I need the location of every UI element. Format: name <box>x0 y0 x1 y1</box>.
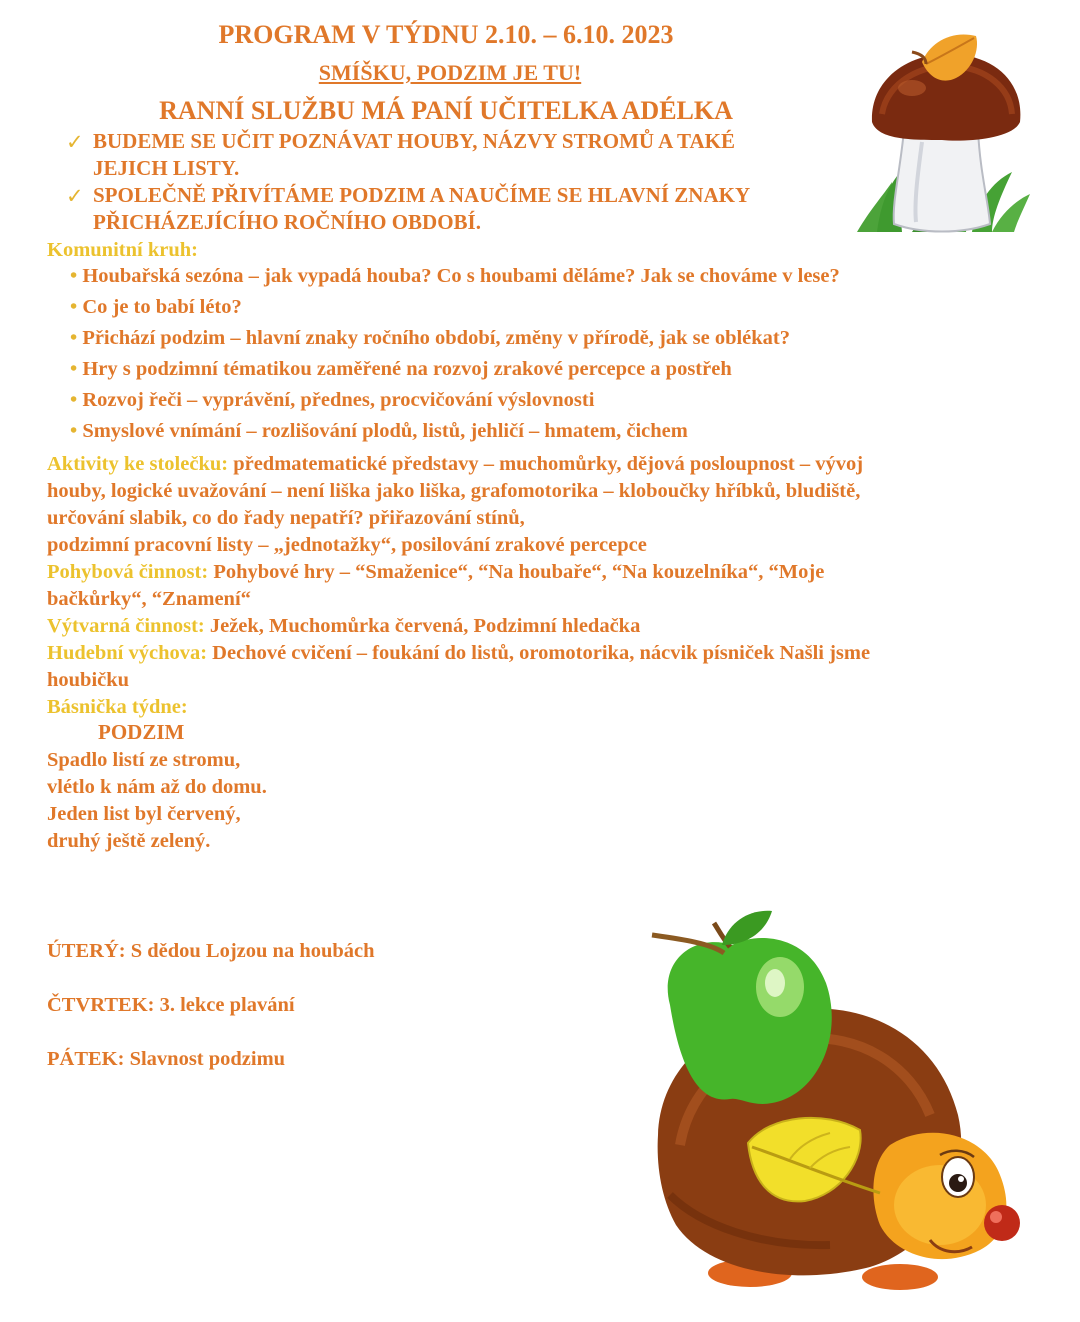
movement-label: Pohybová činnost: <box>47 561 209 583</box>
event-thursday: ČTVRTEK: 3. lekce plavání <box>47 994 295 1016</box>
art-text: Ježek, Muchomůrka červená, Podzimní hledačka <box>204 615 641 637</box>
list-item-text: Přichází podzim – hlavní znaky ročního období, změny v přírodě, jak se oblékat? <box>82 327 790 349</box>
goal-2-line-1: SPOLEČNĚ PŘIVÍTÁME PODZIM A NAUČÍME SE HLAVNÍ ZNAKY <box>93 183 751 207</box>
poem-line: vlétlo k nám až do domu. <box>47 776 267 798</box>
activities-line-2: houby, logické uvažování – není liška jako liška, grafomotorika – kloboučky hříbků, bludiště, <box>47 480 861 502</box>
music-line-1 <box>47 640 870 667</box>
activities-line-3: určování slabik, co do řady nepatří? přiřazování stínů, <box>47 507 525 529</box>
activities-label: Aktivity ke stolečku: <box>47 453 229 475</box>
list-item-text: Smyslové vnímání – rozlišování plodů, listů, jehličí – hmatem, čichem <box>82 420 688 442</box>
list-item <box>70 358 732 381</box>
list-item <box>70 296 242 319</box>
bullet-icon: • <box>70 420 78 442</box>
list-item <box>70 389 594 412</box>
goal-1-line-2: JEJICH LISTY. <box>93 156 240 180</box>
music-line-2: houbičku <box>47 669 130 691</box>
goal-1-line-1: BUDEME SE UČIT POZNÁVAT HOUBY, NÁZVY STROMŮ A TAKÉ <box>93 129 735 153</box>
bullet-icon: • <box>70 265 78 287</box>
morning-service: RANNÍ SLUŽBU MÁ PANÍ UČITELKA ADÉLKA <box>159 96 733 125</box>
movement-text: Pohybové hry – “Smaženice“, “Na houbaře“, “Na kouzelníka“, “Moje <box>208 561 825 583</box>
activities-text: předmatematické představy – muchomůrky, dějová posloupnost – vývoj <box>228 453 864 475</box>
list-item-text: Rozvoj řeči – vyprávění, přednes, procvičování výslovnosti <box>82 389 595 411</box>
event-friday: PÁTEK: Slavnost podzimu <box>47 1048 286 1070</box>
mushroom-stem-icon <box>894 130 990 232</box>
goal-2-line-2: PŘICHÁZEJÍCÍHO ROČNÍHO OBDOBÍ. <box>93 210 481 234</box>
bullet-icon: • <box>70 358 78 380</box>
hedgehog-illustration <box>640 905 1035 1295</box>
music-label: Hudební výchova: <box>47 642 208 664</box>
bullet-icon: • <box>70 389 78 411</box>
poem-title: PODZIM <box>98 720 185 744</box>
bullet-icon: • <box>70 327 78 349</box>
poem-label: Básnička týdne: <box>47 696 188 718</box>
community-label: Komunitní kruh: <box>47 239 198 261</box>
list-item-text: Houbařská sezóna – jak vypadá houba? Co s houbami děláme? Jak se chováme v lese? <box>82 265 840 287</box>
activities-line-1 <box>47 451 863 478</box>
list-item <box>70 420 688 443</box>
poem-line: druhý ještě zelený. <box>47 830 211 852</box>
page-subtitle: SMÍŠKU, PODZIM JE TU! <box>318 60 582 85</box>
list-item-text: Co je to babí léto? <box>82 296 242 318</box>
movement-line-2: bačkůrky“, “Znamení“ <box>47 588 251 610</box>
checkmark-icon: ✓ <box>66 184 84 208</box>
list-item-text: Hry s podzimní tématikou zaměřené na rozvoj zrakové percepce a postřeh <box>82 358 732 380</box>
event-tuesday: ÚTERÝ: S dědou Lojzou na houbách <box>47 940 375 962</box>
art-line <box>47 613 640 640</box>
poem-line: Spadlo listí ze stromu, <box>47 749 241 771</box>
page-title: PROGRAM V TÝDNU 2.10. – 6.10. 2023 <box>218 20 674 49</box>
checkmark-icon: ✓ <box>66 130 84 154</box>
hedgehog-nose-icon <box>984 1205 1020 1241</box>
list-item <box>70 327 790 350</box>
music-text: Dechové cvičení – foukání do listů, oromotorika, nácvik písniček Našli jsme <box>207 642 871 664</box>
list-item <box>70 265 840 288</box>
movement-line-1 <box>47 559 824 586</box>
activities-line-4: podzimní pracovní listy – „jednotažky“, posilování zrakové percepce <box>47 534 647 556</box>
bullet-icon: • <box>70 296 78 318</box>
art-label: Výtvarná činnost: <box>47 615 205 637</box>
poem-line: Jeden list byl červený, <box>47 803 241 825</box>
mushroom-illustration <box>852 22 1032 240</box>
